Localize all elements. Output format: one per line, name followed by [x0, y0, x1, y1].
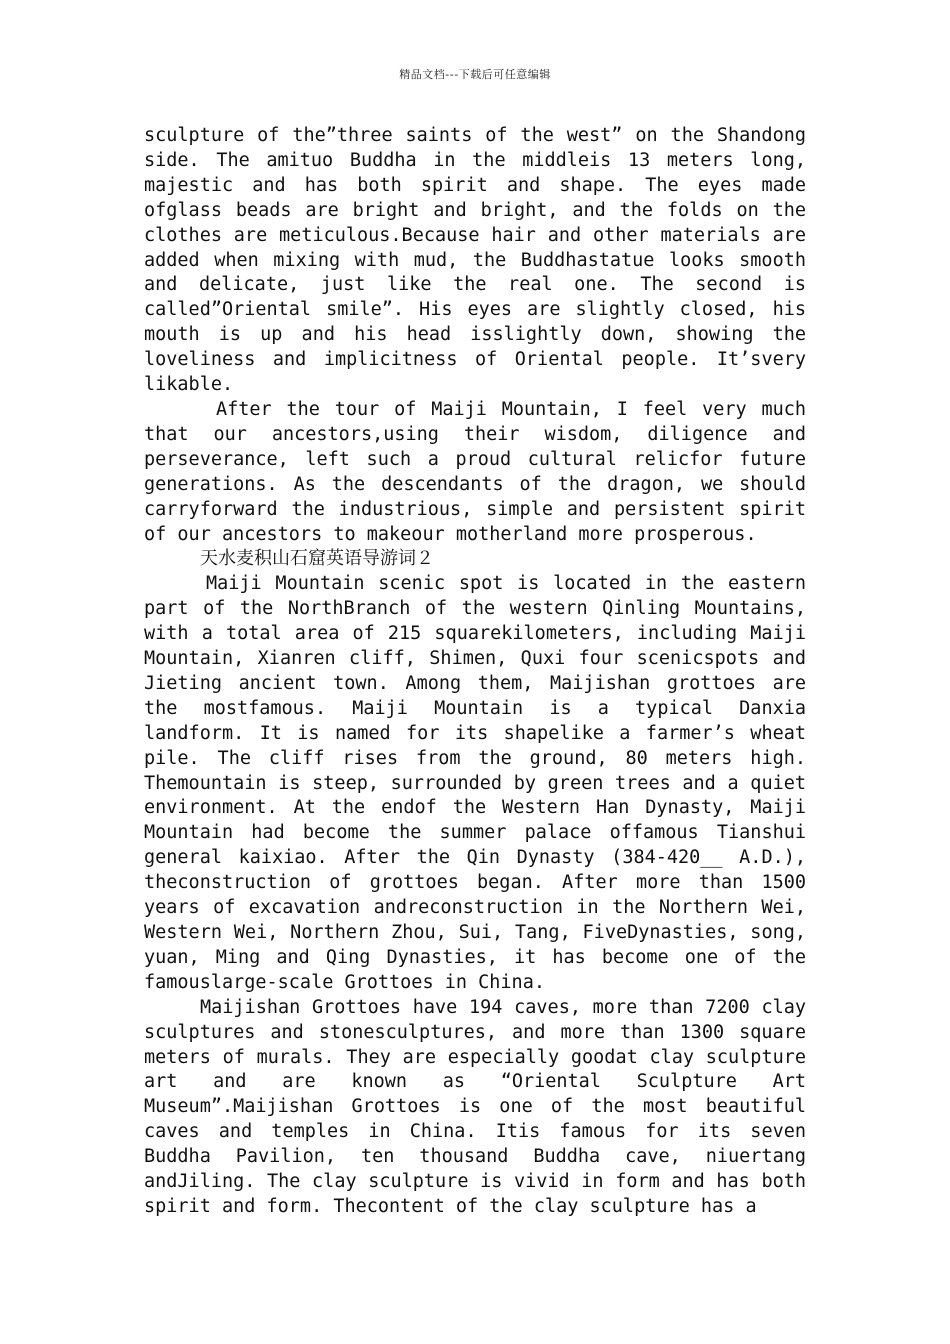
paragraph-scenic-spot-intro: Maiji Mountain scenic spot is located in the eastern part of the NorthBranch of the western Qinling Mountains, with a total area of 215 squarekilometers, including Maiji Mountain, Xianren cliff, Shimen, Quxi four scenicspots and Jieting ancient town. Among them, Maijishan grottoes are the mostfamous. Maiji Mountain is a typical Danxia landform. It is named for its shapelike a farmer’s wheat pile. The cliff rises from the ground, 80 meters high. Themountain is steep, surrounded by green trees and a quiet environment. At the endof the Western Han Dynasty, Maiji Mountain had become the summer palace offamous Tianshui general kaixiao. After the Qin Dynasty (384-420__ A.D.), theconstruction of grottoes began. After more than 1500 years of excavation andreconstruction in the Northern Wei, Western Wei, Northern Zhou, Sui, Tang, FiveDynasties, song, yuan, Ming and Qing Dynasties, it has become one of the famouslarge-scale Grottoes in China.: [144, 573, 806, 993]
paragraph-tour-reflection: After the tour of Maiji Mountain, I feel very much that our ancestors,using their wisdom, diligence and perseverance, left such a proud cultural relicfor future generations. As the descendants of the dragon, we should carryforward the industrious, simple and persistent spirit of our ancestors to makeour motherland more prosperous.: [144, 398, 806, 545]
paragraph-grottoes-details: Maijishan Grottoes have 194 caves, more than 7200 clay sculptures and stonesculptures, and more than 1300 square meters of murals. They are especially goodat clay sculpture art and are known as “Oriental Sculpture Art Museum”.Maijishan Grottoes is one of the most beautiful caves and temples in China. Itis famous for its seven Buddha Pavilion, ten thousand Buddha cave, niuertang andJiling. The clay sculpture is vivid in form and has both spirit and form. Thecontent of the clay sculpture has a: [144, 996, 806, 1217]
paragraph-sculpture-description: sculpture of the”three saints of the west” on the Shandong side. The amituo Buddha in the middleis 13 meters long, majestic and has both spirit and shape. The eyes made ofglass beads are bright and bright, and the folds on the clothes are meticulous.Because hair and other materials are added when mixing with mud, the Buddhastatue looks smooth and delicate, just like the real one. The second is called”Oriental smile”. His eyes are slightly closed, his mouth is up and his head isslightly down, showing the loveliness and implicitness of Oriental people. It’svery likable.: [144, 125, 806, 396]
section-heading: 天水麦积山石窟英语导游词２: [200, 548, 434, 570]
page-header: 精品文档---下载后可任意编辑: [399, 68, 551, 81]
document-body: [144, 124, 806, 1220]
